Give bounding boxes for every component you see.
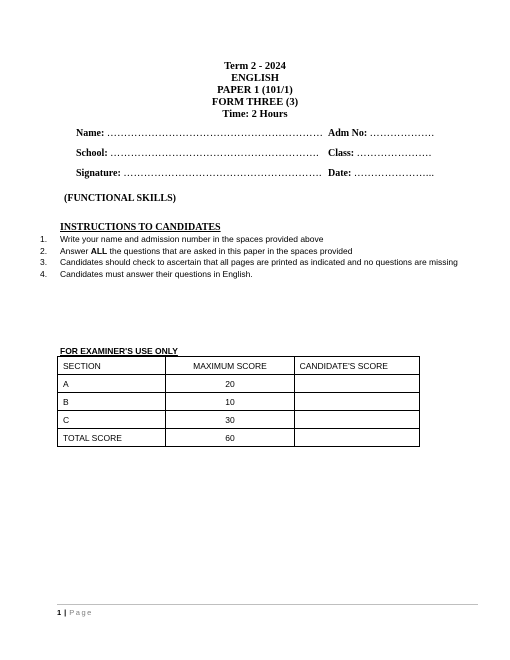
page-number: 1: [57, 608, 62, 617]
table-row: [58, 393, 420, 411]
max-score-cell: 30: [166, 411, 294, 429]
table-row: [58, 375, 420, 393]
date-label: Date:: [328, 168, 352, 179]
item-number: 1.: [40, 234, 48, 244]
item-text: Candidates must answer their questions in English.: [60, 268, 253, 279]
table-header-row: [58, 357, 420, 375]
list-item: [40, 234, 480, 246]
instructions-heading: INSTRUCTIONS TO CANDIDATES: [60, 222, 221, 233]
candidate-score-cell[interactable]: [294, 375, 419, 393]
page-separator: |: [64, 608, 67, 617]
header-candidate-score: CANDIDATE'S SCORE: [294, 357, 419, 375]
item-number: 3.: [40, 257, 48, 267]
header-section: SECTION: [58, 357, 166, 375]
school-row: [76, 148, 436, 168]
page-word: Page: [69, 608, 93, 617]
list-item: [40, 257, 480, 269]
section-cell: B: [58, 393, 166, 411]
name-field[interactable]: ………………………………………………………: [106, 128, 324, 139]
time-line: Time: 2 Hours: [222, 109, 288, 120]
item-number: 2.: [40, 245, 48, 256]
max-score-cell: 20: [166, 375, 294, 393]
max-score-cell: 10: [166, 393, 294, 411]
class-field[interactable]: ………………….: [356, 148, 432, 159]
score-table: [57, 356, 420, 447]
candidate-score-cell[interactable]: [294, 393, 419, 411]
max-score-cell: 60: [166, 429, 294, 447]
section-label: (FUNCTIONAL SKILLS): [64, 193, 176, 204]
subject-line: ENGLISH: [231, 73, 279, 84]
item-number: 4.: [40, 268, 48, 279]
paper-line: PAPER 1 (101/1): [217, 85, 293, 96]
page-footer: [57, 608, 93, 617]
school-label: School:: [76, 148, 108, 159]
section-cell: TOTAL SCORE: [58, 429, 166, 447]
signature-row: [76, 168, 436, 188]
form-line: FORM THREE (3): [211, 97, 299, 108]
footer-divider: [57, 604, 478, 605]
signature-field[interactable]: ………………………………………………….: [123, 168, 322, 179]
candidate-score-cell[interactable]: [294, 429, 419, 447]
table-row: [58, 411, 420, 429]
date-field[interactable]: …………………...: [353, 168, 435, 179]
name-row: [76, 128, 436, 148]
candidate-details: [76, 128, 436, 188]
item-text: Answer: [60, 245, 91, 256]
section-cell: A: [58, 375, 166, 393]
table-row: [58, 429, 420, 447]
signature-label: Signature:: [76, 168, 121, 179]
exam-header: [0, 61, 510, 121]
class-label: Class:: [328, 148, 355, 159]
adm-label: Adm No:: [328, 128, 368, 139]
item-text: Candidates should check to ascertain that all pages are printed as indicated and no questions are missing: [60, 257, 458, 267]
item-emphasis: ALL: [90, 245, 108, 256]
item-text: Write your name and admission number in the spaces provided above: [60, 234, 324, 244]
term-line: Term 2 - 2024: [224, 61, 286, 72]
candidate-score-cell[interactable]: [294, 411, 419, 429]
section-cell: C: [58, 411, 166, 429]
list-item: [40, 269, 480, 281]
item-text-rest: the questions that are asked in this paper in the spaces provided: [107, 245, 353, 256]
adm-field[interactable]: ……………….: [369, 128, 435, 139]
list-item: [40, 246, 480, 258]
examiner-label: FOR EXAMINER'S USE ONLY: [60, 346, 178, 356]
school-field[interactable]: …………………………………………………….: [110, 148, 319, 159]
instructions-list: [40, 234, 480, 280]
name-label: Name:: [76, 128, 105, 139]
header-maximum-score: MAXIMUM SCORE: [166, 357, 294, 375]
